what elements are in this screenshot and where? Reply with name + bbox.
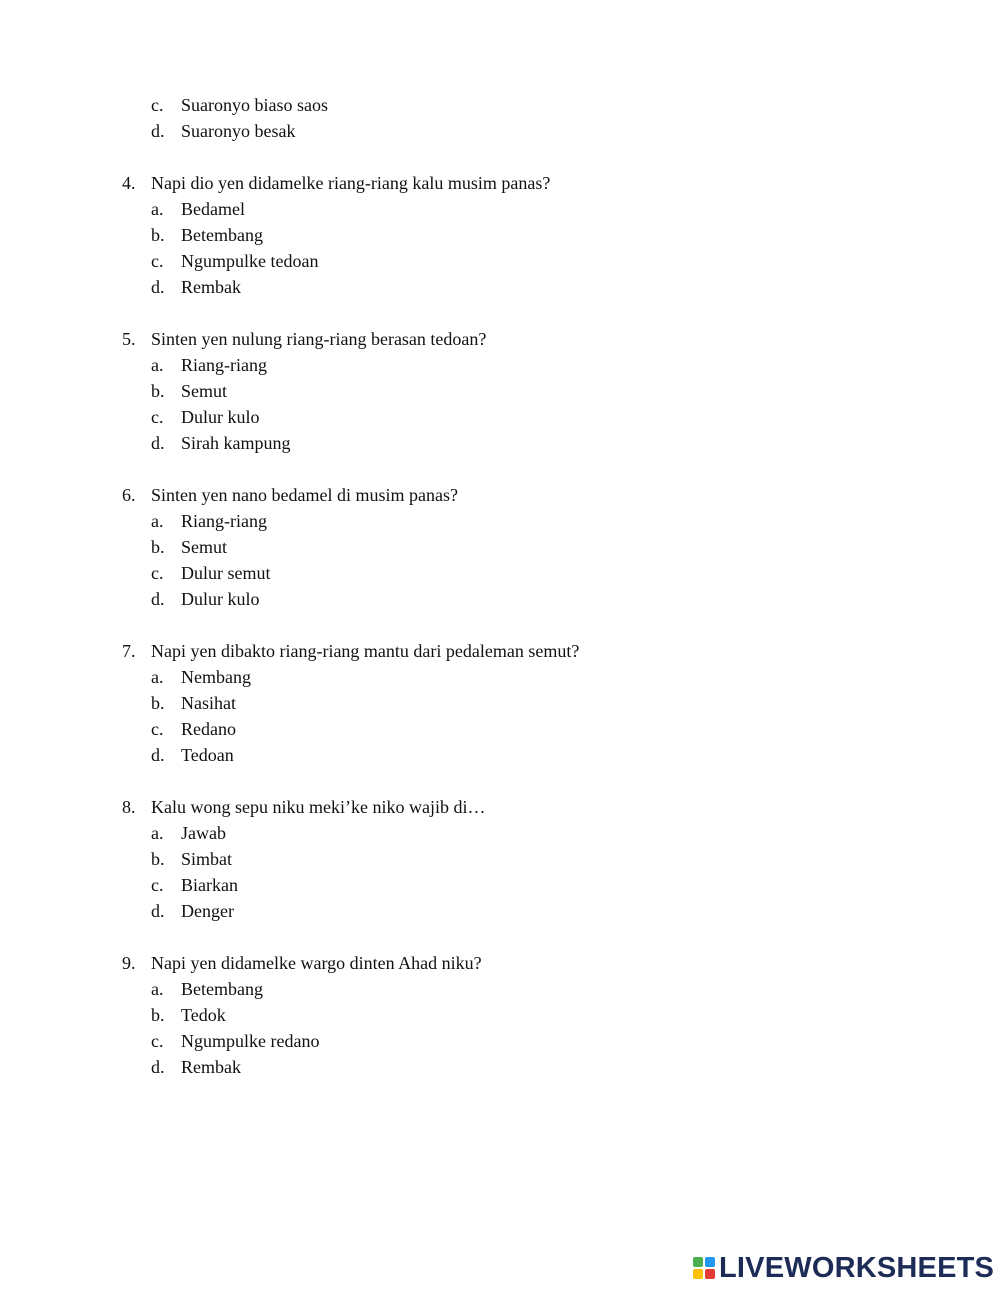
question-text: Sinten yen nulung riang-riang berasan tedoan? bbox=[151, 329, 487, 349]
option-line bbox=[0, 118, 1000, 144]
option-line bbox=[0, 872, 1000, 898]
liveworksheets-logo-icon bbox=[693, 1257, 715, 1279]
option-line bbox=[0, 352, 1000, 378]
option-letter: c. bbox=[151, 719, 164, 739]
question-4 bbox=[0, 170, 1000, 196]
option-line bbox=[0, 248, 1000, 274]
option-letter: b. bbox=[151, 849, 165, 869]
option-line bbox=[0, 196, 1000, 222]
option-text: Betembang bbox=[181, 225, 263, 245]
option-line bbox=[0, 1002, 1000, 1028]
option-letter: a. bbox=[151, 823, 164, 843]
option-line bbox=[0, 1054, 1000, 1080]
question-number: 4. bbox=[122, 173, 136, 193]
option-text: Dulur kulo bbox=[181, 407, 260, 427]
option-text: Nasihat bbox=[181, 693, 236, 713]
option-text: Riang-riang bbox=[181, 511, 267, 531]
option-text: Dulur kulo bbox=[181, 589, 260, 609]
logo-wordmark: LIVEWORKSHEETS bbox=[719, 1252, 995, 1284]
option-letter: d. bbox=[151, 1057, 165, 1077]
option-text: Rembak bbox=[181, 277, 241, 297]
question-number: 9. bbox=[122, 953, 136, 973]
option-letter: c. bbox=[151, 407, 164, 427]
option-letter: d. bbox=[151, 277, 165, 297]
option-letter: a. bbox=[151, 511, 164, 531]
logo-square-e bbox=[705, 1269, 715, 1279]
question-9 bbox=[0, 950, 1000, 976]
option-line bbox=[0, 274, 1000, 300]
option-text: Suaronyo besak bbox=[181, 121, 296, 141]
option-letter: c. bbox=[151, 563, 164, 583]
worksheet-document bbox=[0, 92, 1000, 1080]
option-text: Ngumpulke tedoan bbox=[181, 251, 319, 271]
option-line bbox=[0, 664, 1000, 690]
option-text: Suaronyo biaso saos bbox=[181, 95, 328, 115]
option-line bbox=[0, 742, 1000, 768]
option-text: Semut bbox=[181, 537, 228, 557]
option-text: Riang-riang bbox=[181, 355, 267, 375]
option-line bbox=[0, 846, 1000, 872]
option-letter: b. bbox=[151, 381, 165, 401]
option-line bbox=[0, 430, 1000, 456]
option-line bbox=[0, 508, 1000, 534]
option-line bbox=[0, 1028, 1000, 1054]
option-letter: d. bbox=[151, 589, 165, 609]
question-6 bbox=[0, 482, 1000, 508]
option-letter: d. bbox=[151, 901, 165, 921]
question-text: Napi yen didamelke wargo dinten Ahad niku? bbox=[151, 953, 482, 973]
option-text: Biarkan bbox=[181, 875, 238, 895]
option-text: Ngumpulke redano bbox=[181, 1031, 320, 1051]
option-line bbox=[0, 534, 1000, 560]
question-8 bbox=[0, 794, 1000, 820]
option-letter: d. bbox=[151, 433, 165, 453]
option-line bbox=[0, 404, 1000, 430]
option-line bbox=[0, 820, 1000, 846]
question-text: Sinten yen nano bedamel di musim panas? bbox=[151, 485, 458, 505]
option-text: Betembang bbox=[181, 979, 263, 999]
option-text: Nembang bbox=[181, 667, 251, 687]
option-line bbox=[0, 222, 1000, 248]
option-text: Simbat bbox=[181, 849, 233, 869]
option-letter: b. bbox=[151, 225, 165, 245]
option-line bbox=[0, 716, 1000, 742]
option-letter: d. bbox=[151, 745, 165, 765]
question-number: 6. bbox=[122, 485, 136, 505]
question-text: Napi dio yen didamelke riang-riang kalu musim panas? bbox=[151, 173, 551, 193]
option-text: Denger bbox=[181, 901, 234, 921]
option-text: Dulur semut bbox=[181, 563, 271, 583]
option-text: Bedamel bbox=[181, 199, 245, 219]
option-letter: b. bbox=[151, 1005, 165, 1025]
question-text: Kalu wong sepu niku meki’ke niko wajib di… bbox=[151, 797, 486, 817]
option-text: Rembak bbox=[181, 1057, 241, 1077]
question-number: 8. bbox=[122, 797, 136, 817]
option-line bbox=[0, 586, 1000, 612]
option-letter: a. bbox=[151, 355, 164, 375]
option-letter: a. bbox=[151, 667, 164, 687]
option-text: Jawab bbox=[181, 823, 226, 843]
option-letter: c. bbox=[151, 95, 164, 115]
logo-square-l bbox=[693, 1257, 703, 1267]
option-line bbox=[0, 560, 1000, 586]
option-line bbox=[0, 92, 1000, 118]
option-letter: c. bbox=[151, 251, 164, 271]
question-text: Napi yen dibakto riang-riang mantu dari pedaleman semut? bbox=[151, 641, 580, 661]
question-7 bbox=[0, 638, 1000, 664]
option-text: Tedok bbox=[181, 1005, 226, 1025]
logo-square-i bbox=[705, 1257, 715, 1267]
option-text: Sirah kampung bbox=[181, 433, 291, 453]
option-letter: b. bbox=[151, 537, 165, 557]
question-number: 7. bbox=[122, 641, 136, 661]
question-5 bbox=[0, 326, 1000, 352]
option-line bbox=[0, 976, 1000, 1002]
option-text: Semut bbox=[181, 381, 228, 401]
option-text: Redano bbox=[181, 719, 236, 739]
option-text: Tedoan bbox=[181, 745, 234, 765]
option-line bbox=[0, 378, 1000, 404]
option-letter: a. bbox=[151, 199, 164, 219]
option-letter: c. bbox=[151, 1031, 164, 1051]
option-letter: c. bbox=[151, 875, 164, 895]
question-number: 5. bbox=[122, 329, 136, 349]
option-letter: b. bbox=[151, 693, 165, 713]
option-letter: a. bbox=[151, 979, 164, 999]
option-letter: d. bbox=[151, 121, 165, 141]
option-line bbox=[0, 898, 1000, 924]
liveworksheets-logo bbox=[693, 1253, 994, 1283]
option-line bbox=[0, 690, 1000, 716]
logo-square-v bbox=[693, 1269, 703, 1279]
